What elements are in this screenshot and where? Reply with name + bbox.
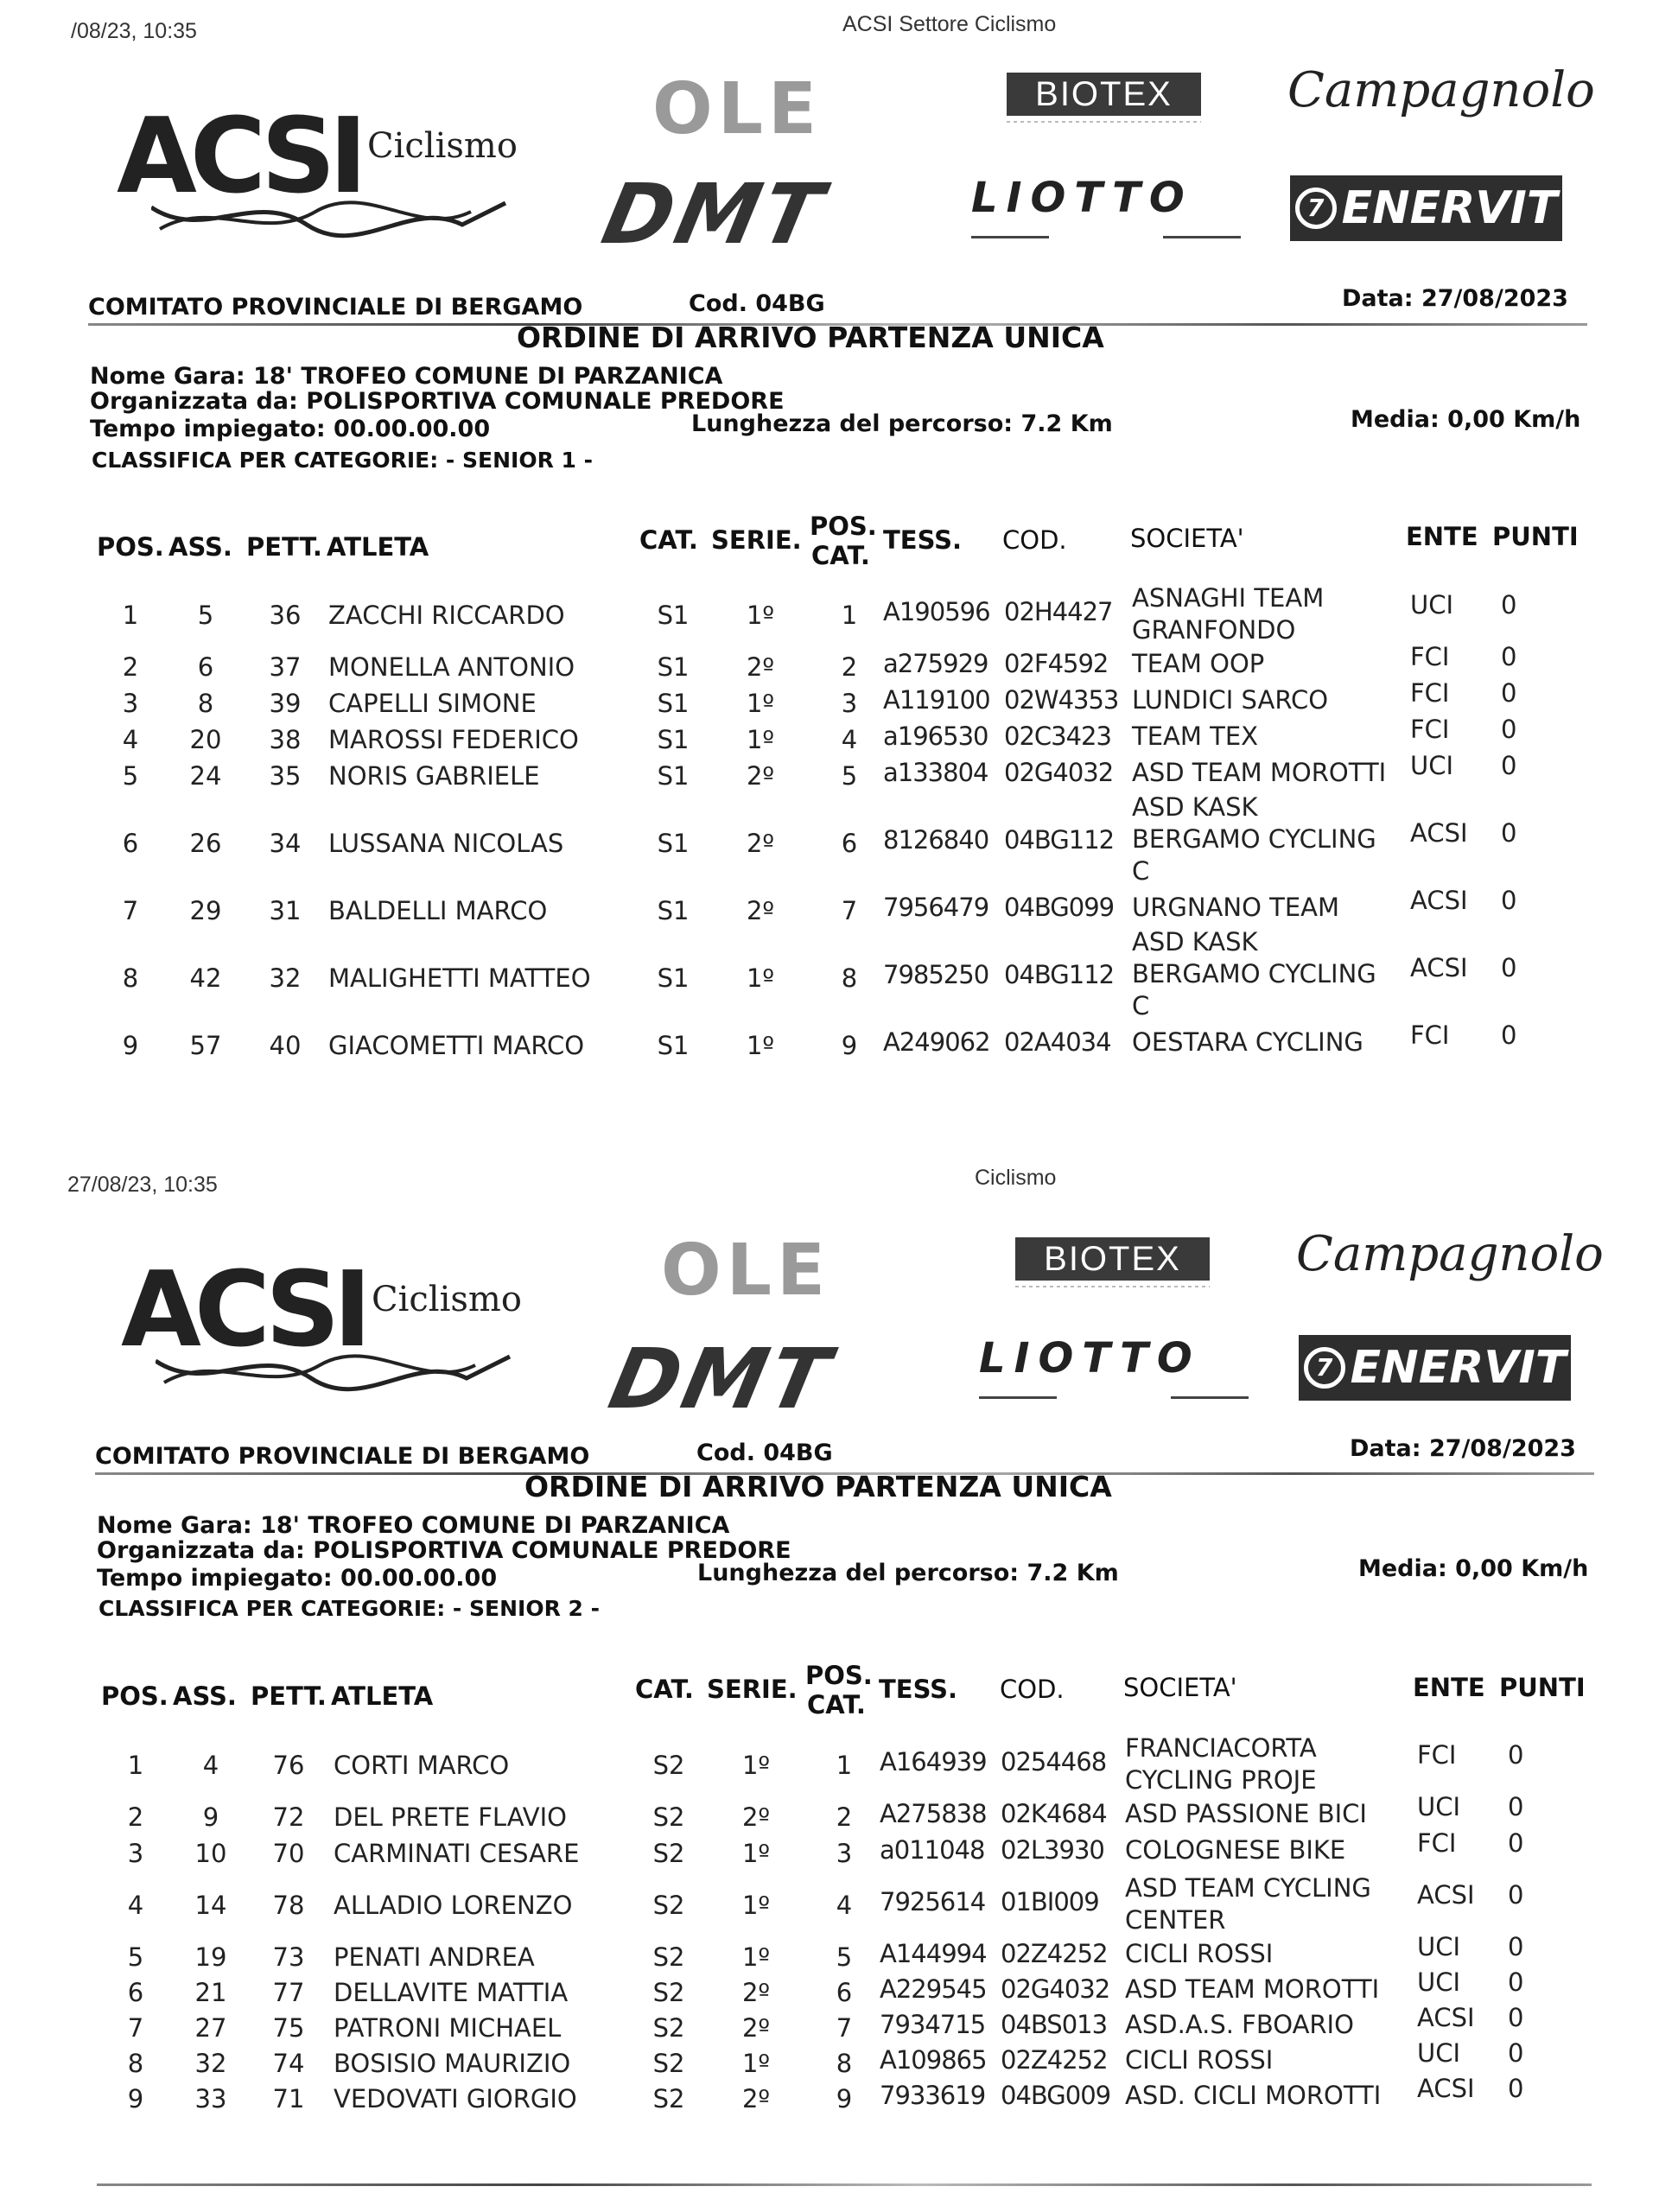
cell-pos: 2 xyxy=(122,652,139,682)
cell-cod: 01BI009 xyxy=(1001,1887,1099,1916)
cell-societa: ASD. CICLI MOROTTI xyxy=(1125,2081,1382,2110)
race-date: Data: 27/08/2023 xyxy=(1342,285,1568,312)
cell-punti: 0 xyxy=(1501,818,1517,848)
cell-ente: ACSI xyxy=(1410,886,1468,915)
cell-societa: ASD KASK BERGAMO CYCLING C xyxy=(1132,792,1376,886)
cell-serie: 1º xyxy=(746,1031,775,1060)
col-poscat-line1: POS. xyxy=(805,1661,873,1690)
cell-poscat: 3 xyxy=(836,1839,853,1868)
cell-ente: UCI xyxy=(1417,1967,1461,1997)
ole-logo: OLE xyxy=(661,1230,830,1312)
cell-serie: 2º xyxy=(746,652,775,682)
cell-atleta: CARMINATI CESARE xyxy=(334,1839,580,1868)
cell-societa: ASNAGHI TEAM GRANFONDO xyxy=(1132,583,1325,645)
cell-tess: a275929 xyxy=(883,649,988,678)
enervit-circle-icon: 7 xyxy=(1295,188,1337,229)
cell-serie: 2º xyxy=(746,761,775,791)
biotex-logo xyxy=(1015,1237,1210,1287)
print-timestamp: 27/08/23, 10:35 xyxy=(67,1173,218,1197)
category-ranking: CLASSIFICA PER CATEGORIE: - SENIOR 1 - xyxy=(92,448,594,473)
committee-code: Cod. 04BG xyxy=(689,290,825,317)
cell-ass: 21 xyxy=(194,1978,227,2007)
footer-divider xyxy=(97,2183,1592,2186)
biotex-logo-text: BIOTEX xyxy=(1015,1237,1210,1281)
cell-punti: 0 xyxy=(1508,1880,1524,1910)
cell-serie: 1º xyxy=(741,1942,771,1972)
cell-cat: S2 xyxy=(652,1839,685,1868)
cell-punti: 0 xyxy=(1501,678,1517,708)
cell-cod: 04BS013 xyxy=(1001,2010,1108,2039)
cell-atleta: PATRONI MICHAEL xyxy=(334,2013,562,2043)
cell-tess: a196530 xyxy=(883,721,988,751)
cell-pos: 9 xyxy=(122,1031,139,1060)
cell-pett: 37 xyxy=(269,652,302,682)
biotex-tagline-mark xyxy=(1007,121,1201,123)
committee-name: COMITATO PROVINCIALE DI BERGAMO xyxy=(95,1443,590,1470)
cell-cod: 04BG099 xyxy=(1004,893,1115,922)
cell-cat: S2 xyxy=(652,1802,685,1832)
cell-cat: S2 xyxy=(652,1978,685,2007)
cell-pos: 3 xyxy=(122,689,139,718)
cell-atleta: BALDELLI MARCO xyxy=(328,896,548,925)
cell-punti: 0 xyxy=(1501,1020,1517,1050)
cell-tess: a011048 xyxy=(880,1835,985,1865)
cell-atleta: CAPELLI SIMONE xyxy=(328,689,537,718)
cell-punti: 0 xyxy=(1508,1828,1524,1858)
enervit-logo xyxy=(1290,175,1562,241)
acsi-wave-icon xyxy=(151,199,514,242)
cell-poscat: 8 xyxy=(836,2049,853,2078)
cell-poscat: 8 xyxy=(841,963,858,993)
organizer: Organizzata da: POLISPORTIVA COMUNALE PREDORE xyxy=(97,1537,791,1564)
cell-atleta: DELLAVITE MATTIA xyxy=(334,1978,569,2007)
cell-pos: 6 xyxy=(127,1978,144,2007)
cell-ente: ACSI xyxy=(1410,953,1468,982)
cell-punti: 0 xyxy=(1508,2003,1524,2032)
cell-cod: 02A4034 xyxy=(1004,1027,1111,1057)
cell-punti: 0 xyxy=(1501,642,1517,671)
cell-societa: ASD TEAM MOROTTI xyxy=(1132,758,1387,787)
cell-cod: 02W4353 xyxy=(1004,685,1119,715)
cell-pos: 9 xyxy=(127,2084,144,2113)
cell-ente: FCI xyxy=(1417,1828,1457,1858)
col-pos: POS. xyxy=(97,532,164,562)
ole-logo: OLE xyxy=(652,68,822,150)
cell-serie: 2º xyxy=(746,829,775,858)
col-ass: ASS. xyxy=(173,1681,237,1711)
cell-ass: 19 xyxy=(194,1942,227,1972)
cell-pos: 4 xyxy=(122,725,139,754)
cell-atleta: MAROSSI FEDERICO xyxy=(328,725,579,754)
cell-atleta: LUSSANA NICOLAS xyxy=(328,829,564,858)
cell-ass: 5 xyxy=(197,601,214,630)
cell-societa: ASD.A.S. FBOARIO xyxy=(1125,2010,1354,2039)
cell-cod: 02L3930 xyxy=(1001,1835,1104,1865)
race-name: Nome Gara: 18' TROFEO COMUNE DI PARZANICA xyxy=(97,1512,730,1539)
cell-cat: S2 xyxy=(652,1891,685,1920)
acsi-logo-text: ACSI xyxy=(117,97,361,217)
enervit-circle-icon: 7 xyxy=(1304,1347,1345,1389)
col-punti: PUNTI xyxy=(1492,522,1579,551)
cell-atleta: CORTI MARCO xyxy=(334,1751,510,1780)
col-poscat-line2: CAT. xyxy=(811,541,870,570)
col-pett: PETT. xyxy=(246,532,322,562)
cell-cat: S2 xyxy=(652,1942,685,1972)
campagnolo-logo: Campagnolo xyxy=(1287,62,1595,118)
cell-cod: 04BG009 xyxy=(1001,2081,1111,2110)
cell-tess: 7933619 xyxy=(880,2081,986,2110)
cell-poscat: 9 xyxy=(836,2084,853,2113)
cell-ass: 57 xyxy=(189,1031,222,1060)
cell-pos: 3 xyxy=(127,1839,144,1868)
col-poscat-line2: CAT. xyxy=(807,1690,866,1719)
cell-pos: 1 xyxy=(127,1751,144,1780)
cell-cat: S1 xyxy=(657,896,690,925)
cell-societa: TEAM OOP xyxy=(1132,649,1265,678)
cell-poscat: 6 xyxy=(841,829,858,858)
cell-tess: 7985250 xyxy=(883,960,989,989)
cell-cat: S2 xyxy=(652,2049,685,2078)
cell-pett: 34 xyxy=(269,829,302,858)
cell-pett: 71 xyxy=(272,2084,305,2113)
cell-pett: 32 xyxy=(269,963,302,993)
col-societa: SOCIETA' xyxy=(1123,1673,1237,1702)
cell-punti: 0 xyxy=(1501,590,1517,620)
cell-societa: ASD TEAM MOROTTI xyxy=(1125,1974,1380,2004)
cell-societa: CICLI ROSSI xyxy=(1125,1939,1274,1968)
cell-poscat: 2 xyxy=(841,652,858,682)
cell-pett: 78 xyxy=(272,1891,305,1920)
liotto-logo-text: LIOTTO xyxy=(971,174,1193,222)
cell-ente: UCI xyxy=(1410,590,1454,620)
cell-tess: A190596 xyxy=(883,597,990,626)
col-cat: CAT. xyxy=(635,1675,694,1704)
results-sheet-senior-2 xyxy=(0,1154,1659,2212)
cell-punti: 0 xyxy=(1501,953,1517,982)
cell-atleta: MONELLA ANTONIO xyxy=(328,652,575,682)
cell-ente: UCI xyxy=(1417,2038,1461,2068)
cell-societa: TEAM TEX xyxy=(1132,721,1259,751)
biotex-tagline-mark xyxy=(1015,1286,1210,1287)
cell-pett: 70 xyxy=(272,1839,305,1868)
cell-pett: 77 xyxy=(272,1978,305,2007)
biotex-logo-text: BIOTEX xyxy=(1007,73,1201,116)
cell-serie: 1º xyxy=(741,1839,771,1868)
cell-poscat: 1 xyxy=(836,1751,853,1780)
cell-ass: 24 xyxy=(189,761,222,791)
cell-ass: 42 xyxy=(189,963,222,993)
cell-punti: 0 xyxy=(1508,1967,1524,1997)
cell-pos: 2 xyxy=(127,1802,144,1832)
cell-ass: 8 xyxy=(197,689,214,718)
cell-pett: 40 xyxy=(269,1031,302,1060)
average-speed: Media: 0,00 Km/h xyxy=(1351,406,1581,433)
col-ente: ENTE xyxy=(1413,1673,1485,1702)
cell-pos: 1 xyxy=(122,601,139,630)
cell-tess: A109865 xyxy=(880,2045,987,2075)
col-punti: PUNTI xyxy=(1499,1673,1586,1702)
col-tess: TESS. xyxy=(879,1675,958,1704)
cell-ass: 29 xyxy=(189,896,222,925)
cell-poscat: 2 xyxy=(836,1802,853,1832)
cell-poscat: 7 xyxy=(841,896,858,925)
cell-punti: 0 xyxy=(1501,751,1517,780)
cell-pett: 74 xyxy=(272,2049,305,2078)
cell-atleta: GIACOMETTI MARCO xyxy=(328,1031,585,1060)
cell-punti: 0 xyxy=(1501,715,1517,744)
cell-cod: 02H4427 xyxy=(1004,597,1113,626)
cell-tess: A275838 xyxy=(880,1799,987,1828)
cell-pos: 4 xyxy=(127,1891,144,1920)
cell-ass: 10 xyxy=(194,1839,227,1868)
cell-tess: A164939 xyxy=(880,1747,987,1777)
cell-ass: 26 xyxy=(189,829,222,858)
cell-tess: A229545 xyxy=(880,1974,987,2004)
cell-ass: 4 xyxy=(202,1751,219,1780)
elapsed-time: Tempo impiegato: 00.00.00.00 xyxy=(90,416,491,442)
cell-poscat: 6 xyxy=(836,1978,853,2007)
cell-ente: UCI xyxy=(1417,1932,1461,1961)
cell-serie: 1º xyxy=(746,725,775,754)
cell-ass: 14 xyxy=(194,1891,227,1920)
col-atleta: ATLETA xyxy=(327,532,429,562)
cell-serie: 2º xyxy=(741,1802,771,1832)
cell-cod: 0254468 xyxy=(1001,1747,1107,1777)
cell-cod: 04BG112 xyxy=(1004,960,1115,989)
cell-cod: 02G4032 xyxy=(1001,1974,1110,2004)
cell-pett: 75 xyxy=(272,2013,305,2043)
cell-pos: 6 xyxy=(122,829,139,858)
cell-tess: A144994 xyxy=(880,1939,987,1968)
cell-serie: 1º xyxy=(746,601,775,630)
cell-ente: FCI xyxy=(1417,1740,1457,1770)
print-timestamp: /08/23, 10:35 xyxy=(71,19,197,43)
race-date: Data: 27/08/2023 xyxy=(1350,1435,1576,1462)
cell-serie: 1º xyxy=(746,963,775,993)
cell-cat: S1 xyxy=(657,689,690,718)
category-ranking: CLASSIFICA PER CATEGORIE: - SENIOR 2 - xyxy=(99,1596,601,1621)
cell-cat: S2 xyxy=(652,1751,685,1780)
cell-ass: 32 xyxy=(194,2049,227,2078)
cell-ente: UCI xyxy=(1417,1792,1461,1821)
cell-atleta: BOSISIO MAURIZIO xyxy=(334,2049,571,2078)
cell-cod: 02Z4252 xyxy=(1001,2045,1108,2075)
cell-pett: 36 xyxy=(269,601,302,630)
cell-serie: 2º xyxy=(741,2013,771,2043)
cell-atleta: ZACCHI RICCARDO xyxy=(328,601,565,630)
col-atleta: ATLETA xyxy=(331,1681,434,1711)
cell-atleta: DEL PRETE FLAVIO xyxy=(334,1802,567,1832)
cell-pos: 7 xyxy=(127,2013,144,2043)
cell-serie: 2º xyxy=(746,896,775,925)
cell-societa: ASD TEAM CYCLING CENTER xyxy=(1125,1873,1371,1935)
cell-pos: 5 xyxy=(122,761,139,791)
cell-cat: S1 xyxy=(657,652,690,682)
cell-cod: 02Z4252 xyxy=(1001,1939,1108,1968)
cell-tess: a133804 xyxy=(883,758,988,787)
cell-serie: 1º xyxy=(746,689,775,718)
cell-serie: 1º xyxy=(741,1751,771,1780)
cell-societa: CICLI ROSSI xyxy=(1125,2045,1274,2075)
cell-atleta: ALLADIO LORENZO xyxy=(334,1891,573,1920)
results-title: ORDINE DI ARRIVO PARTENZA UNICA xyxy=(517,321,1104,354)
cell-cat: S1 xyxy=(657,761,690,791)
cell-pett: 39 xyxy=(269,689,302,718)
acsi-ciclismo-logo xyxy=(121,1250,527,1394)
cell-societa: FRANCIACORTA CYCLING PROJE xyxy=(1125,1733,1317,1795)
cell-ente: UCI xyxy=(1410,751,1454,780)
cell-cat: S1 xyxy=(657,829,690,858)
cell-societa: URGNANO TEAM xyxy=(1132,893,1340,922)
liotto-logo-text: LIOTTO xyxy=(979,1334,1201,1382)
cell-poscat: 3 xyxy=(841,689,858,718)
cell-serie: 1º xyxy=(741,1891,771,1920)
cell-tess: 7925614 xyxy=(880,1887,986,1916)
cell-poscat: 9 xyxy=(841,1031,858,1060)
campagnolo-logo: Campagnolo xyxy=(1296,1226,1604,1282)
col-serie: SERIE. xyxy=(707,1675,798,1704)
cell-atleta: MALIGHETTI MATTEO xyxy=(328,963,591,993)
cell-societa: COLOGNESE BIKE xyxy=(1125,1835,1346,1865)
cell-serie: 2º xyxy=(741,2084,771,2113)
print-header: ACSI Settore Ciclismo xyxy=(842,12,1057,36)
cell-tess: 7934715 xyxy=(880,2010,986,2039)
col-societa: SOCIETA' xyxy=(1130,524,1244,553)
cell-ass: 9 xyxy=(202,1802,219,1832)
cell-ass: 6 xyxy=(197,652,214,682)
elapsed-time: Tempo impiegato: 00.00.00.00 xyxy=(97,1565,498,1592)
acsi-logo-subtext: Ciclismo xyxy=(372,1280,522,1319)
cell-tess: 7956479 xyxy=(883,893,989,922)
cell-ente: FCI xyxy=(1410,642,1450,671)
results-title: ORDINE DI ARRIVO PARTENZA UNICA xyxy=(524,1470,1112,1503)
acsi-wave-icon xyxy=(156,1352,518,1395)
cell-societa: ASD PASSIONE BICI xyxy=(1125,1799,1367,1828)
cell-poscat: 7 xyxy=(836,2013,853,2043)
enervit-logo-text: ENERVIT xyxy=(1341,182,1558,234)
organizer: Organizzata da: POLISPORTIVA COMUNALE PREDORE xyxy=(90,388,785,415)
enervit-logo xyxy=(1299,1335,1571,1401)
cell-cat: S1 xyxy=(657,601,690,630)
col-cod: COD. xyxy=(1000,1675,1065,1704)
cell-ente: FCI xyxy=(1410,1020,1450,1050)
cell-ente: FCI xyxy=(1410,715,1450,744)
cell-cat: S1 xyxy=(657,963,690,993)
cell-punti: 0 xyxy=(1508,1932,1524,1961)
col-cod: COD. xyxy=(1002,525,1067,555)
cell-ente: ACSI xyxy=(1417,2074,1475,2103)
cell-cat: S2 xyxy=(652,2084,685,2113)
col-cat: CAT. xyxy=(639,525,698,555)
cell-ass: 33 xyxy=(194,2084,227,2113)
cell-cod: 02C3423 xyxy=(1004,721,1111,751)
cell-cod: 02K4684 xyxy=(1001,1799,1107,1828)
cell-ass: 27 xyxy=(194,2013,227,2043)
cell-societa: OESTARA CYCLING xyxy=(1132,1027,1363,1057)
cell-poscat: 1 xyxy=(841,601,858,630)
race-name: Nome Gara: 18' TROFEO COMUNE DI PARZANICA xyxy=(90,363,723,390)
cell-pett: 31 xyxy=(269,896,302,925)
cell-poscat: 5 xyxy=(841,761,858,791)
cell-serie: 2º xyxy=(741,1978,771,2007)
cell-cat: S2 xyxy=(652,2013,685,2043)
cell-pett: 35 xyxy=(269,761,302,791)
cell-tess: A119100 xyxy=(883,685,990,715)
cell-poscat: 5 xyxy=(836,1942,853,1972)
cell-pett: 76 xyxy=(272,1751,305,1780)
col-pett: PETT. xyxy=(251,1681,327,1711)
cell-pett: 73 xyxy=(272,1942,305,1972)
committee-code: Cod. 04BG xyxy=(696,1440,833,1466)
cell-poscat: 4 xyxy=(841,725,858,754)
enervit-logo-text: ENERVIT xyxy=(1350,1342,1567,1394)
col-pos: POS. xyxy=(101,1681,168,1711)
dmt-logo: DMT xyxy=(601,1331,841,1427)
cell-tess: 8126840 xyxy=(883,825,989,855)
cell-pos: 8 xyxy=(122,963,139,993)
liotto-logo xyxy=(971,174,1241,238)
col-ente: ENTE xyxy=(1406,522,1478,551)
cell-cat: S1 xyxy=(657,725,690,754)
dmt-logo: DMT xyxy=(594,166,834,263)
cell-pos: 8 xyxy=(127,2049,144,2078)
cell-atleta: NORIS GABRIELE xyxy=(328,761,540,791)
cell-societa: ASD KASK BERGAMO CYCLING C xyxy=(1132,927,1376,1020)
course-length: Lunghezza del percorso: 7.2 Km xyxy=(697,1560,1119,1586)
cell-pos: 7 xyxy=(122,896,139,925)
cell-ente: ACSI xyxy=(1417,2003,1475,2032)
cell-ass: 20 xyxy=(189,725,222,754)
acsi-logo-text: ACSI xyxy=(121,1250,365,1370)
cell-poscat: 4 xyxy=(836,1891,853,1920)
cell-punti: 0 xyxy=(1501,886,1517,915)
liotto-logo xyxy=(979,1334,1249,1399)
col-poscat-line1: POS. xyxy=(810,512,877,541)
cell-punti: 0 xyxy=(1508,2074,1524,2103)
cell-pett: 38 xyxy=(269,725,302,754)
col-tess: TESS. xyxy=(883,525,963,555)
cell-punti: 0 xyxy=(1508,2038,1524,2068)
acsi-logo-subtext: Ciclismo xyxy=(367,126,518,166)
biotex-logo xyxy=(1007,73,1201,123)
cell-cod: 02G4032 xyxy=(1004,758,1114,787)
cell-ente: ACSI xyxy=(1410,818,1468,848)
col-ass: ASS. xyxy=(168,532,232,562)
cell-tess: A249062 xyxy=(883,1027,990,1057)
cell-atleta: VEDOVATI GIORGIO xyxy=(334,2084,577,2113)
acsi-ciclismo-logo xyxy=(117,97,523,240)
cell-cod: 04BG112 xyxy=(1004,825,1115,855)
average-speed: Media: 0,00 Km/h xyxy=(1358,1555,1589,1582)
print-header: Ciclismo xyxy=(975,1166,1057,1190)
cell-serie: 1º xyxy=(741,2049,771,2078)
col-serie: SERIE. xyxy=(711,525,802,555)
cell-cod: 02F4592 xyxy=(1004,649,1109,678)
committee-name: COMITATO PROVINCIALE DI BERGAMO xyxy=(88,294,583,321)
cell-atleta: PENATI ANDREA xyxy=(334,1942,535,1972)
cell-pos: 5 xyxy=(127,1942,144,1972)
cell-punti: 0 xyxy=(1508,1792,1524,1821)
course-length: Lunghezza del percorso: 7.2 Km xyxy=(691,410,1113,437)
cell-ente: ACSI xyxy=(1417,1880,1475,1910)
cell-ente: FCI xyxy=(1410,678,1450,708)
cell-punti: 0 xyxy=(1508,1740,1524,1770)
cell-societa: LUNDICI SARCO xyxy=(1132,685,1329,715)
cell-pett: 72 xyxy=(272,1802,305,1832)
cell-cat: S1 xyxy=(657,1031,690,1060)
